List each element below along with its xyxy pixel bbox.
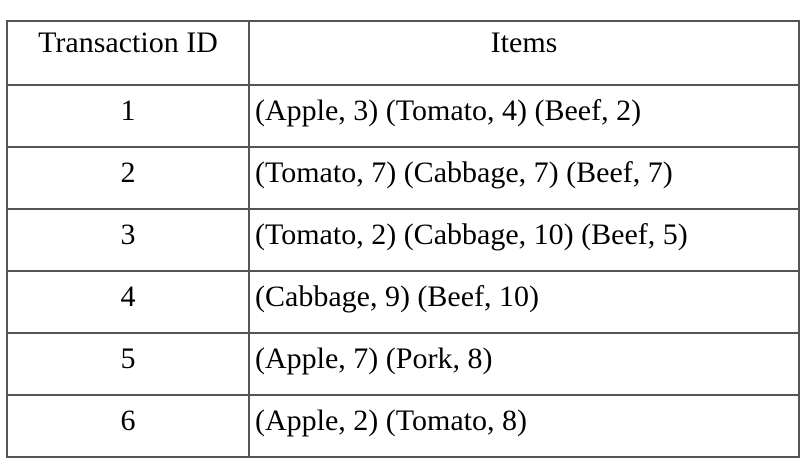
items-cell: (Apple, 7) (Pork, 8) [249, 333, 799, 395]
transaction-id-cell: 6 [7, 395, 249, 457]
transactions-table [6, 20, 800, 458]
items-cell: (Cabbage, 9) (Beef, 10) [249, 271, 799, 333]
table-row [7, 209, 799, 271]
header-row [7, 21, 799, 85]
transaction-id-cell: 4 [7, 271, 249, 333]
items-cell: (Tomato, 2) (Cabbage, 10) (Beef, 5) [249, 209, 799, 271]
table-row [7, 271, 799, 333]
header-transaction-id: Transaction ID [7, 21, 249, 85]
transaction-id-cell: 5 [7, 333, 249, 395]
items-cell: (Tomato, 7) (Cabbage, 7) (Beef, 7) [249, 147, 799, 209]
table-row [7, 147, 799, 209]
table-row [7, 85, 799, 147]
transaction-id-cell: 3 [7, 209, 249, 271]
table-row [7, 333, 799, 395]
items-cell: (Apple, 3) (Tomato, 4) (Beef, 2) [249, 85, 799, 147]
transaction-id-cell: 2 [7, 147, 249, 209]
items-cell: (Apple, 2) (Tomato, 8) [249, 395, 799, 457]
transaction-id-cell: 1 [7, 85, 249, 147]
table-row [7, 395, 799, 457]
header-items: Items [249, 21, 799, 85]
